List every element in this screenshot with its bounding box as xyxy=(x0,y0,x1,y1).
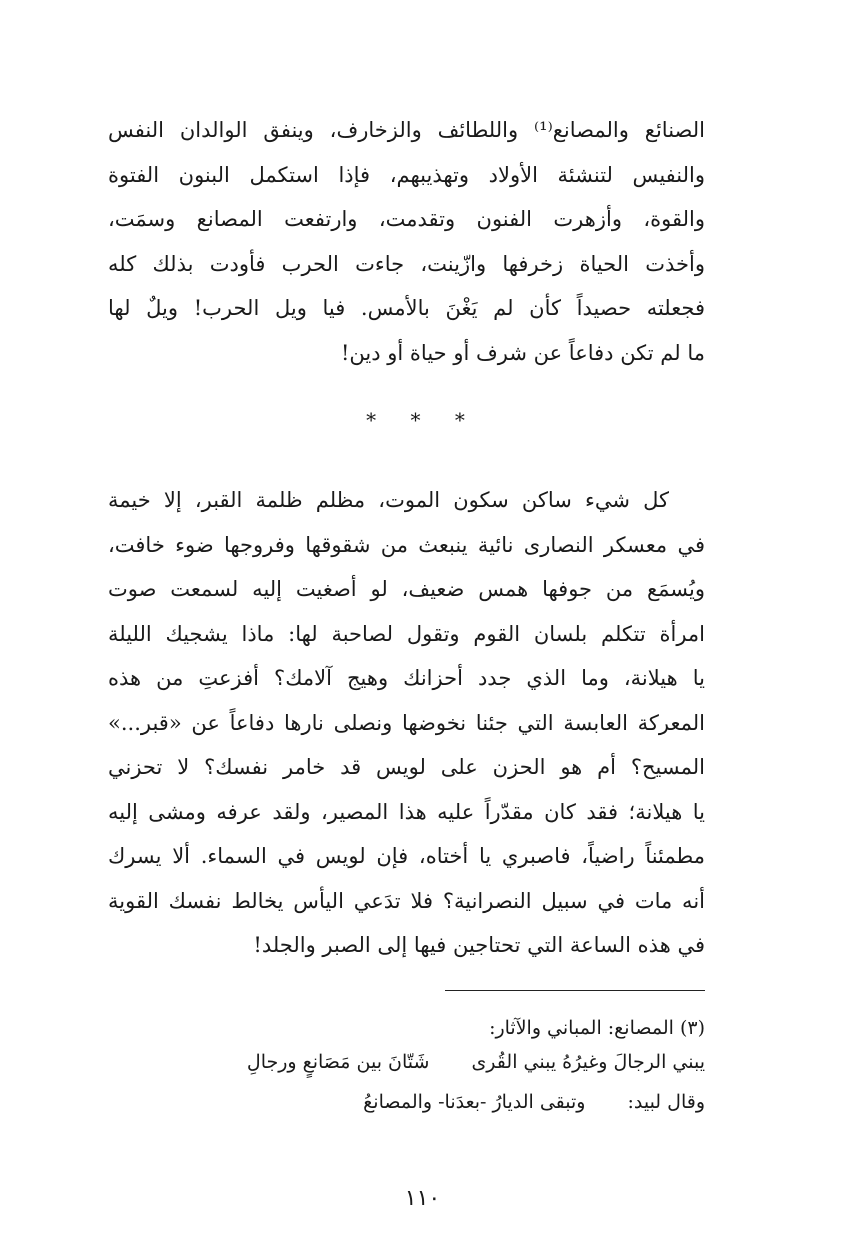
text-line: المسيح؟ أم هو الحزن على لويس قد خامر نفسك؟ لا تحزني xyxy=(108,755,705,779)
section-separator: * * * xyxy=(366,408,479,432)
page-number: ١١٠ xyxy=(404,1186,441,1211)
verse-hemistich: يبني الرجالَ وغيرُهُ يبني القُرى xyxy=(471,1051,705,1073)
verse-hemistich: شَتّانَ بين مَصَانعٍ ورجالِ xyxy=(246,1051,430,1073)
footnote-attribution: وقال لبيد: xyxy=(627,1091,705,1113)
text-line: امرأة تتكلم بلسان القوم وتقول لصاحبة لها: ماذا يشجيك الليلة xyxy=(108,621,705,646)
text-line: المعركة العابسة التي جئنا نخوضها ونصلى نارها دفاعاً عن «قبر...» xyxy=(108,710,705,735)
text-line: في هذه الساعة التي تحتاجين فيها إلى الصبر والجلد! xyxy=(253,933,705,957)
text-line: ويُسمَع من جوفها همس ضعيف، لو أصغيت إليه لسمعت صوت xyxy=(108,577,705,601)
text-line: ما لم تكن دفاعاً عن شرف أو حياة أو دين! xyxy=(340,340,705,365)
paragraph-2 xyxy=(108,478,705,968)
text-line: في معسكر النصارى نائية ينبعث من شقوقها وفروجها ضوء خافت، xyxy=(108,532,705,557)
verse-hemistich: وتبقى الديارُ -بعدَنا- والمصانعُ xyxy=(363,1091,586,1113)
text-line: والقوة، وأزهرت الفنون وتقدمت، وارتفعت المصانع وسمَت، xyxy=(108,207,705,231)
text-line: وأخذت الحياة زخرفها وازّينت، جاءت الحرب فأودت بذلك كله xyxy=(108,251,705,276)
text-line: يا هيلانة؛ فقد كان مقدّراً عليه هذا المصير، ولقد عرفه ومشى إليه xyxy=(108,799,705,824)
paragraph-1 xyxy=(108,108,705,375)
text-line: مطمئناً راضياً، فاصبري يا أختاه، فإن لويس في السماء. ألا يسرك xyxy=(108,844,705,868)
text-line: كل شيء ساكن سكون الموت، مظلم ظلمة القبر، إلا خيمة xyxy=(108,488,669,512)
footnote-verse-2 xyxy=(108,1086,735,1118)
footnote-divider xyxy=(445,990,705,991)
footnote-heading: (٣) المصانع: المباني والآثار: xyxy=(489,1017,705,1039)
text-line: الصنائع والمصانع⁽¹⁾ واللطائف والزخارف، وينفق الوالدان النفس xyxy=(108,118,705,142)
footnote-verse-1 xyxy=(108,1046,705,1078)
text-line: والنفيس لتنشئة الأولاد وتهذيبهم، فإذا استكمل البنون الفتوة xyxy=(108,162,705,187)
text-line: يا هيلانة، وما الذي جدد أحزانك وهيج آلامك؟ أفزعتِ من هذه xyxy=(108,666,705,690)
text-line: أنه مات في سبيل النصرانية؟ فلا تدَعي اليأس يخالط نفسك القوية xyxy=(108,888,705,913)
text-line: فجعلته حصيداً كأن لم يَغْنَ بالأمس. فيا ويل الحرب! ويلٌ لها xyxy=(108,296,705,320)
